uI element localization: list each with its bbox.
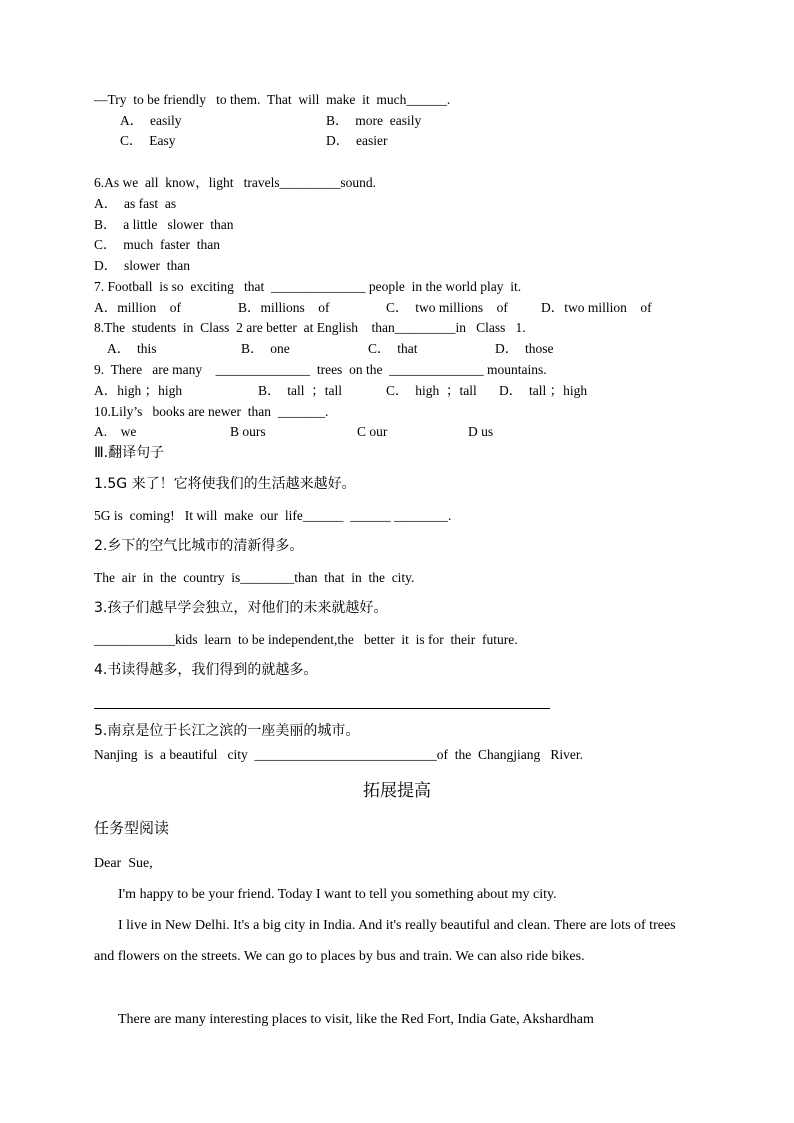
translate-2-english: The air in the country is________than that in the city. — [94, 570, 415, 585]
task-reading-heading: 任务型阅读 — [94, 819, 170, 837]
q9-option-a: A．high ；high — [94, 383, 183, 398]
letter-paragraph-1: I'm happy to be your friend. Today I want to tell you something about my city. — [118, 887, 557, 902]
q6-option-c: C． much faster than — [94, 237, 220, 252]
translate-5-chinese: 5.南京是位于长江之滨的一座美丽的城市。 — [94, 723, 360, 739]
q8-option-a: A． this — [107, 341, 157, 356]
q8-option-d: D． those — [495, 341, 554, 356]
q5-stem: —Try to be friendly to them. That will make it much______. — [94, 92, 451, 107]
q8-option-b: B． one — [241, 341, 290, 356]
letter-paragraph-3: There are many interesting places to visit, like the Red Fort, India Gate, Akshardham — [118, 1012, 594, 1027]
q6-option-d: D． slower than — [94, 258, 190, 273]
q8-option-c: C． that — [368, 341, 418, 356]
answer-line — [94, 708, 550, 709]
q5-option-a: A． easily — [120, 113, 182, 128]
q6-stem: 6.As we all know，light travels_________sound. — [94, 175, 376, 190]
q9-stem: 9. There are many ______________ trees on the ______________ mountains. — [94, 362, 547, 377]
translate-2-chinese: 2.乡下的空气比城市的清新得多。 — [94, 538, 304, 554]
section-heading: Ⅲ.翻译句子 — [94, 445, 165, 461]
letter-paragraph-2: I live in New Delhi. It's a big city in India. And it's really beautiful and clean. There are lots of trees and flowers on the streets. We can go to places by bus and train. We can also ride bikes. — [94, 918, 676, 964]
translate-1-chinese: 1.5G 来了！它将使我们的生活越来越好。 — [94, 476, 356, 492]
translate-3-chinese: 3.孩子们越早学会独立，对他们的未来就越好。 — [94, 600, 388, 616]
q9-option-b: B． tall ；tall — [258, 383, 342, 398]
translate-3-english: ____________kids learn to be independent,the better it is for their future. — [94, 632, 518, 647]
translate-1-english: 5G is coming! It will make our life______ ______ ________. — [94, 508, 452, 523]
q9-option-c: C． high ；tall — [386, 383, 477, 398]
q6-option-b: B． a little slower than — [94, 217, 234, 232]
q9-option-d: D． tall ；high — [499, 383, 588, 398]
q5-option-c: C． Easy — [120, 133, 176, 148]
q7-option-d: D．two million of — [541, 300, 652, 315]
q7-stem: 7. Football is so exciting that ______________ people in the world play it. — [94, 279, 522, 294]
q7-option-b: B．millions of — [238, 300, 330, 315]
q10-option-d: D us — [468, 424, 494, 439]
q7-option-a: A．million of — [94, 300, 181, 315]
letter-greeting: Dear Sue, — [94, 856, 153, 871]
q5-option-b: B． more easily — [326, 113, 422, 128]
translate-5-english: Nanjing is a beautiful city ___________________________of the Changjiang River. — [94, 747, 583, 762]
q6-option-a: A． as fast as — [94, 196, 177, 211]
q8-stem: 8.The students in Class 2 are better at English than_________in Class 1. — [94, 320, 526, 335]
q10-stem: 10.Lily’s books are newer than _______. — [94, 404, 329, 419]
translate-4-chinese: 4.书读得越多，我们得到的就越多。 — [94, 662, 318, 678]
q5-option-d: D． easier — [326, 133, 388, 148]
q7-option-c: C． two millions of — [386, 300, 508, 315]
q10-option-b: B ours — [230, 424, 266, 439]
extension-title: 拓展提高 — [363, 781, 431, 801]
q10-option-a: A. we — [94, 424, 137, 439]
q10-option-c: C our — [357, 424, 388, 439]
